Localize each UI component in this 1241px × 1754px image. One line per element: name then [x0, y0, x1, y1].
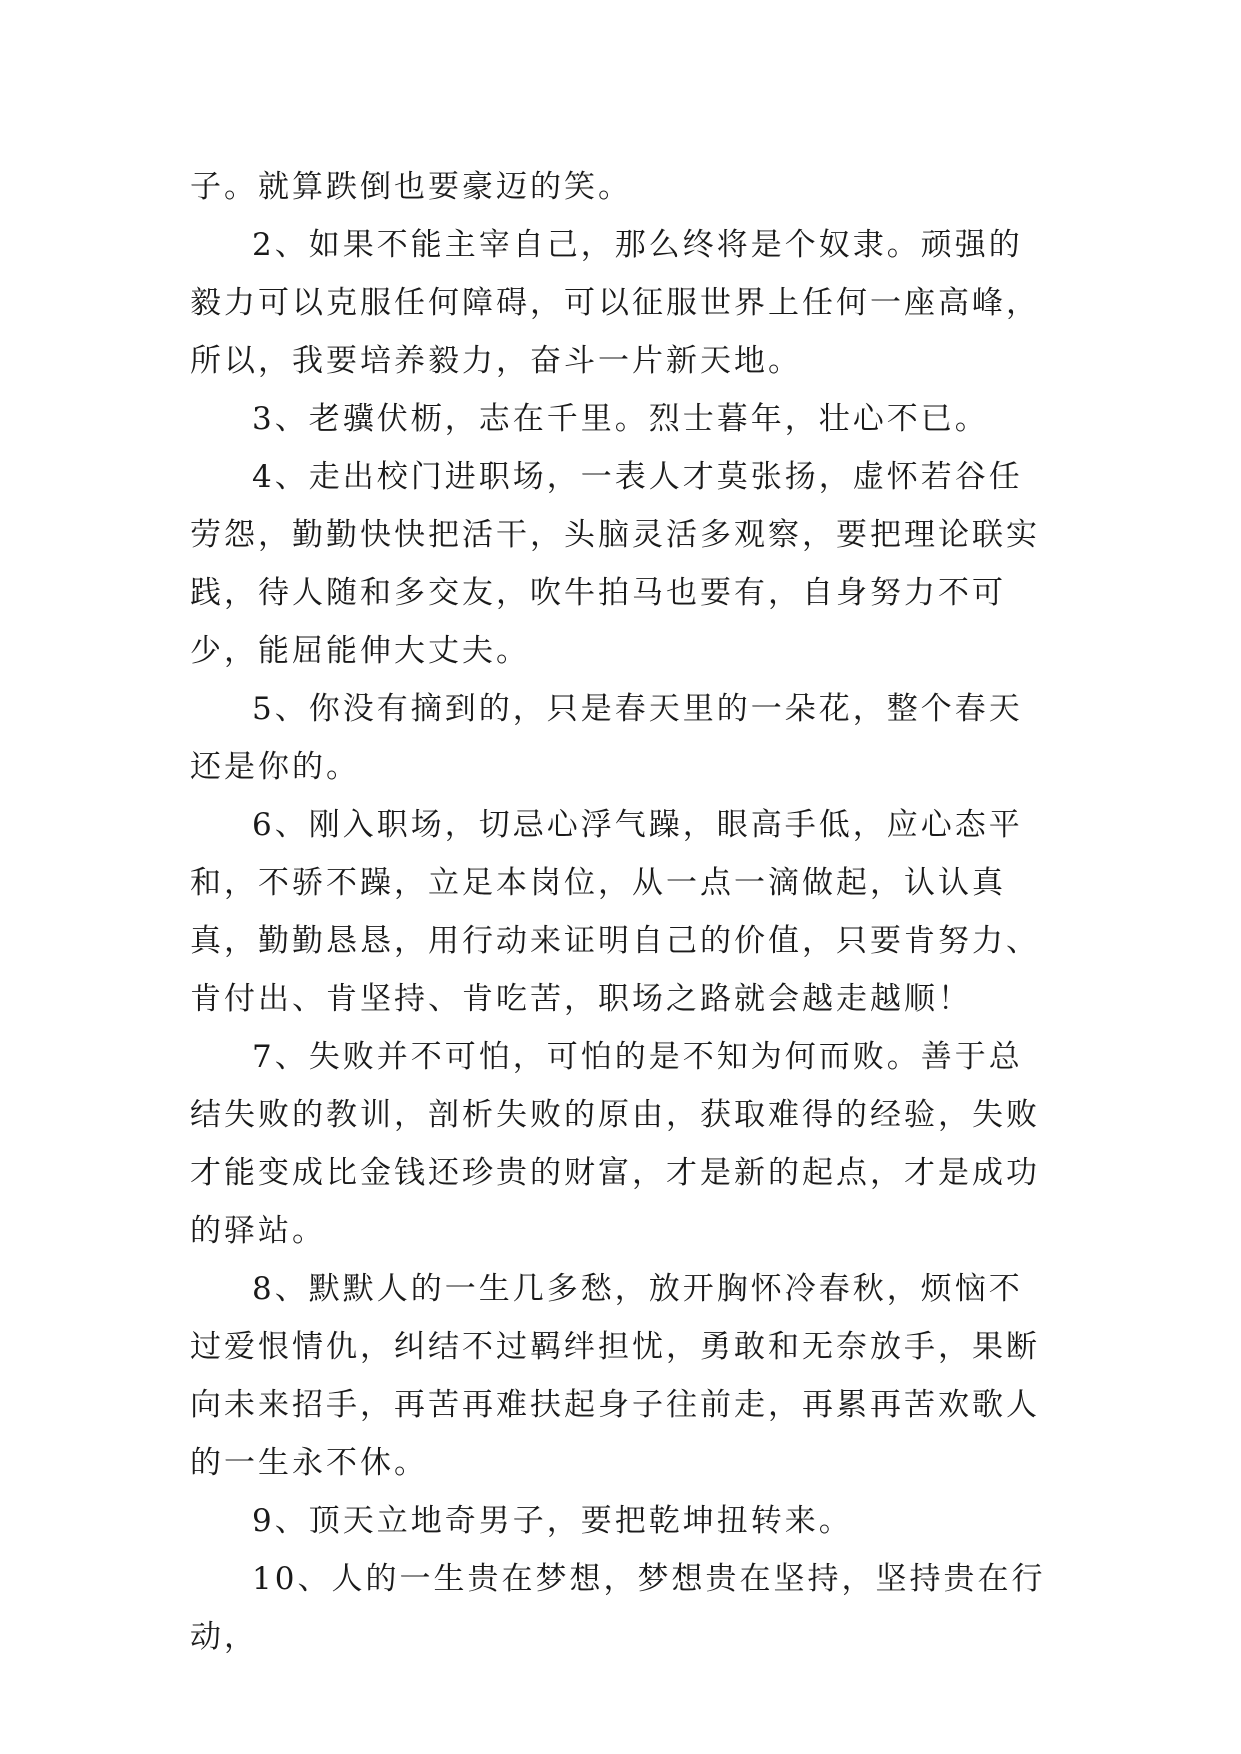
- list-item: 2、如果不能主宰自己，那么终将是个奴隶。顽强的毅力可以克服任何障碍，可以征服世界上任何一座高峰，所以，我要培养毅力，奋斗一片新天地。: [190, 227, 1040, 379]
- body-text: [190, 158, 1050, 1666]
- list-item: 7、失败并不可怕，可怕的是不知为何而败。善于总结失败的教训，剖析失败的原由，获取难得的经验，失败才能变成比金钱还珍贵的财富，才是新的起点，才是成功的驿站。: [190, 1039, 1040, 1249]
- list-item: 3、老骥伏枥，志在千里。烈士暮年，壮心不已。: [252, 401, 989, 437]
- list-item: 6、刚入职场，切忌心浮气躁，眼高手低，应心态平和，不骄不躁，立足本岗位，从一点一滴做起，认认真真，勤勤恳恳，用行动来证明自己的价值，只要肯努力、肯付出、肯坚持、肯吃苦，职场之路就会越走越顺！: [190, 807, 1040, 1017]
- list-item: 10、人的一生贵在梦想，梦想贵在坚持，坚持贵在行动，: [190, 1561, 1046, 1655]
- list-item: 4、走出校门进职场，一表人才莫张扬，虚怀若谷任劳怨，勤勤快快把活干，头脑灵活多观察，要把理论联实践，待人随和多交友，吹牛拍马也要有，自身努力不可少，能屈能伸大丈夫。: [190, 459, 1040, 669]
- list-item: 9、顶天立地奇男子，要把乾坤扭转来。: [252, 1503, 853, 1539]
- list-item: 5、你没有摘到的，只是春天里的一朵花，整个春天还是你的。: [190, 691, 1023, 785]
- continuation-paragraph: 子。就算跌倒也要豪迈的笑。: [190, 169, 632, 205]
- list-item: 8、默默人的一生几多愁，放开胸怀冷春秋，烦恼不过爱恨情仇，纠结不过羁绊担忧，勇敢和无奈放手，果断向未来招手，再苦再难扶起身子往前走，再累再苦欢歌人的一生永不休。: [190, 1271, 1040, 1481]
